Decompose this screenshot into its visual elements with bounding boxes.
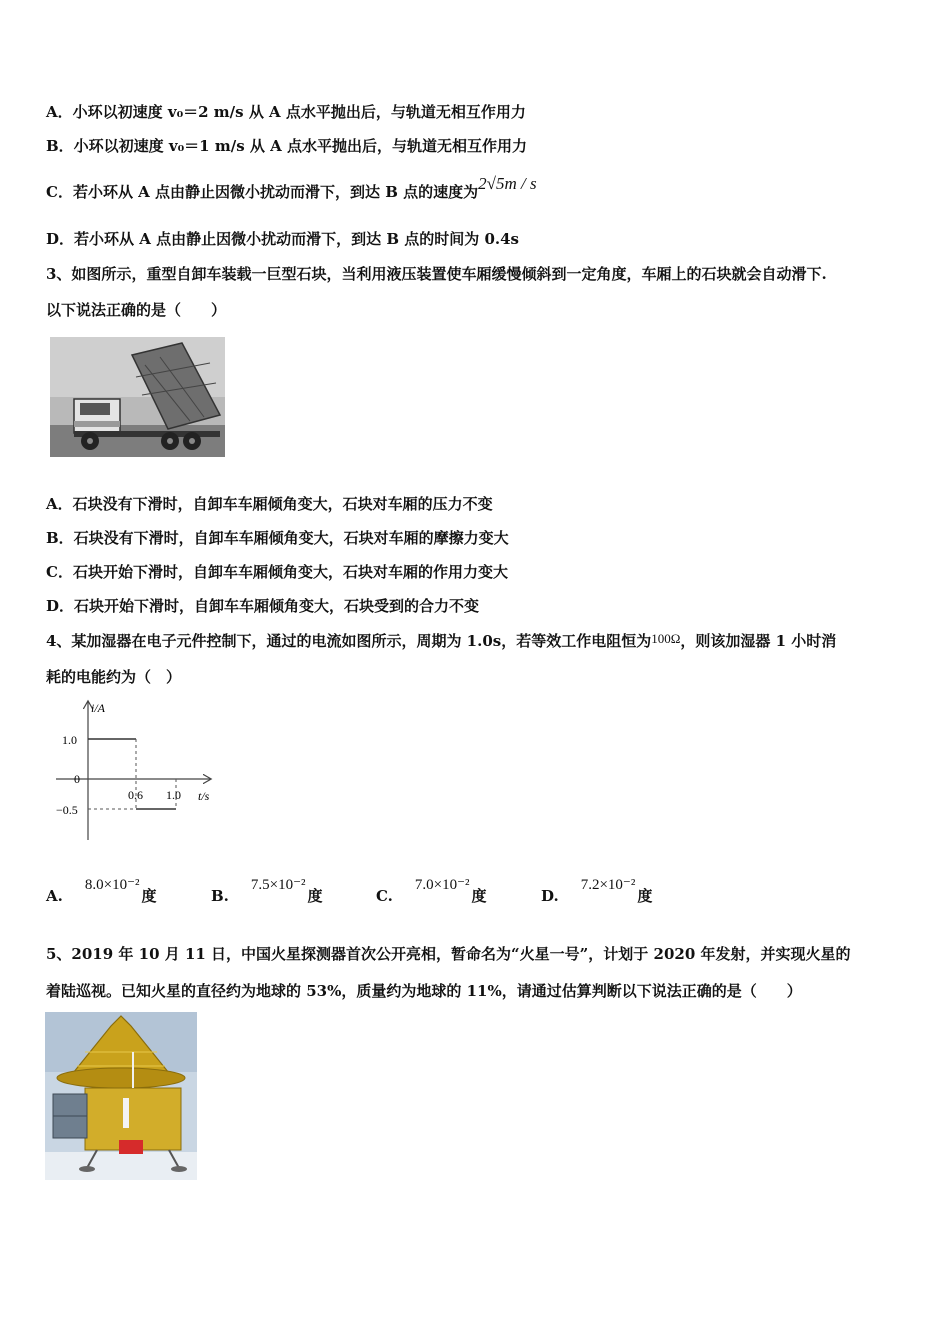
y-tick-top: 1.0 (62, 733, 77, 747)
q3-option-d: D．石块开始下滑时，自卸车车厢倾角变大，石块受到的合力不变 (46, 597, 480, 615)
q4-stem-line1 (46, 631, 836, 652)
q4-option-a-value: 8.0×10⁻² (84, 877, 140, 893)
q4-option-c-unit: 度 (471, 887, 487, 905)
q2-option-c-text: C．若小环从 A 点由静止因微小扰动而滑下，到达 B 点的速度为 (46, 183, 479, 201)
x-axis-label: t/s (198, 789, 210, 803)
q4-option-a-letter: A. (46, 887, 63, 905)
dump-truck-illustration (50, 337, 225, 457)
q2-option-b: B．小环以初速度 v₀＝1 m/s 从 A 点水平抛出后，与轨道无相互作用力 (46, 137, 527, 155)
y-axis-label: i/A (91, 701, 105, 715)
q4-option-c-letter: C. (376, 887, 393, 905)
q4-resistance: 100Ω (651, 631, 681, 646)
q3-option-a: A．石块没有下滑时，自卸车车厢倾角变大，石块对车厢的压力不变 (46, 495, 493, 513)
q4-option-b-unit: 度 (307, 887, 323, 905)
mars-probe-photo (45, 1012, 197, 1180)
x-tick-2: 1.0 (166, 788, 181, 802)
q3-stem-line2: 以下说法正确的是（ ） (46, 301, 227, 319)
q4-option-c-value: 7.0×10⁻² (414, 877, 470, 893)
q2-option-c-formula: 2√5m / s (478, 174, 537, 193)
q5-stem-line1: 5、2019 年 10 月 11 日，中国火星探测器首次公开亮相，暂命名为“火星一号”，计划于 2020 年发射，并实现火星的 (46, 945, 851, 963)
q3-option-b: B．石块没有下滑时，自卸车车厢倾角变大，石块对车厢的摩擦力变大 (46, 529, 509, 547)
y-tick-neg: −0.5 (56, 803, 78, 817)
q4-option-a (46, 877, 157, 906)
q4-option-b-value: 7.5×10⁻² (250, 877, 306, 893)
q4-option-d (541, 877, 653, 906)
q4-option-b-letter: B. (211, 887, 229, 905)
q2-option-c (46, 174, 537, 202)
current-time-graph (50, 698, 230, 844)
q4-option-d-value: 7.2×10⁻² (580, 877, 636, 893)
dump-truck-photo (50, 337, 225, 457)
mars-probe-illustration (45, 1012, 197, 1180)
q2-option-d: D．若小环从 A 点由静止因微小扰动而滑下，到达 B 点的时间为 0.4s (46, 230, 519, 248)
q4-option-b (211, 877, 323, 906)
x-tick-1: 0.6 (128, 788, 143, 802)
q3-stem-line1: 3、如图所示，重型自卸车装载一巨型石块，当利用液压装置使车厢缓慢倾斜到一定角度，车厢上的石块就会自动滑下. (46, 265, 827, 283)
q4-option-d-unit: 度 (637, 887, 653, 905)
q4-option-d-letter: D. (541, 887, 559, 905)
q4-option-c (376, 877, 487, 906)
q4-option-a-unit: 度 (141, 887, 157, 905)
y-tick-zero: 0 (74, 772, 80, 786)
q4-stem-part2: ，则该加湿器 1 小时消 (680, 632, 837, 650)
q2-option-a: A．小环以初速度 v₀＝2 m/s 从 A 点水平抛出后，与轨道无相互作用力 (46, 103, 526, 121)
q3-option-c: C．石块开始下滑时，自卸车车厢倾角变大，石块对车厢的作用力变大 (46, 563, 508, 581)
q5-stem-line2: 着陆巡视。已知火星的直径约为地球的 53%，质量约为地球的 11%，请通过估算判断以下说法正确的是（ ） (46, 982, 802, 1000)
q4-stem-line2: 耗的电能约为（ ） (46, 668, 182, 686)
q4-stem-part1: 4、某加湿器在电子元件控制下，通过的电流如图所示，周期为 1.0s，若等效工作电阻恒为 (46, 632, 652, 650)
